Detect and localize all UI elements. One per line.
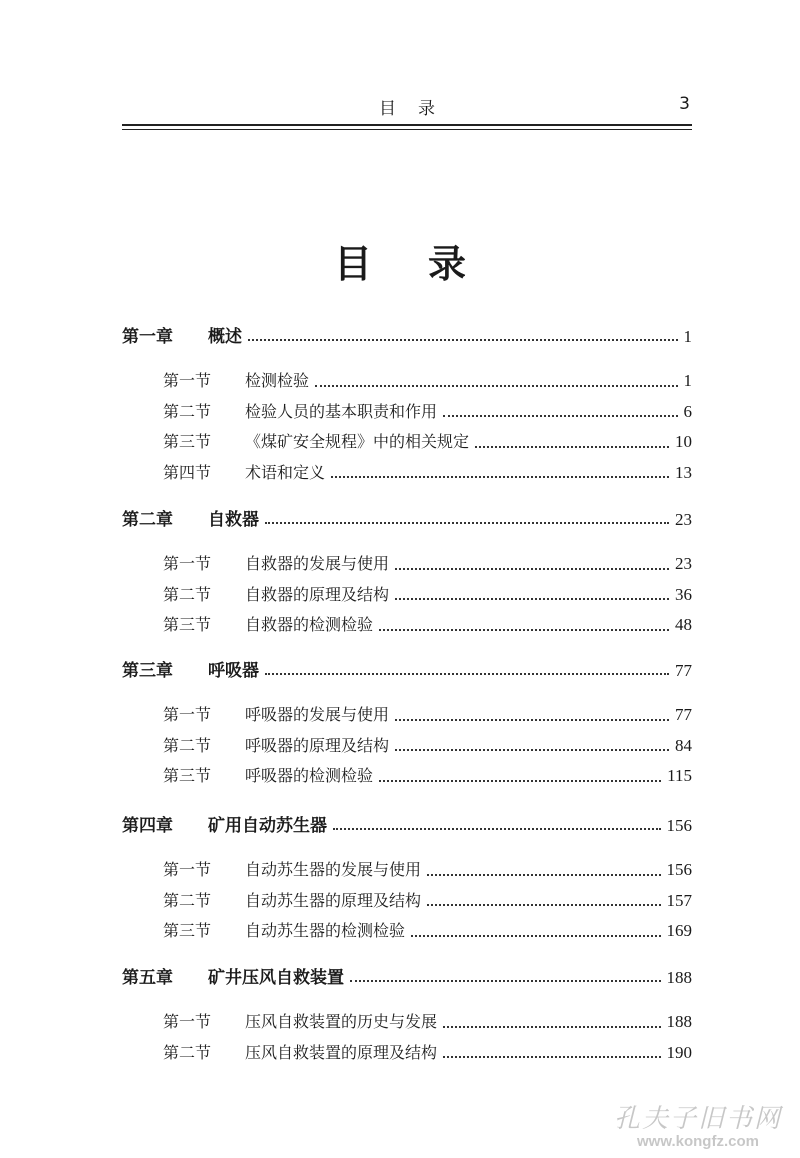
chapter-page-number: 1 — [683, 327, 692, 346]
section-number: 第三节 — [163, 921, 212, 940]
chapter-number: 第一章 — [122, 327, 173, 347]
running-head-title: 目录 — [379, 99, 457, 119]
dot-leader — [265, 672, 669, 675]
section-page-number: 6 — [683, 401, 692, 421]
section-page-number: 115 — [667, 766, 692, 785]
section-page-number: 156 — [666, 860, 692, 879]
dot-leader — [395, 597, 669, 600]
toc-section-row — [163, 763, 692, 787]
section-page-number: 23 — [675, 554, 692, 573]
watermark-url: www.kongfz.com — [637, 1133, 759, 1150]
chapter-number: 第五章 — [122, 968, 173, 988]
section-title: 呼吸器的原理及结构 — [245, 735, 390, 755]
chapter-title: 呼吸器 — [208, 661, 259, 681]
section-page-number: 77 — [675, 705, 692, 724]
section-title: 自动苏生器的原理及结构 — [245, 890, 422, 910]
toc-section-row — [163, 702, 692, 726]
section-page-number: 10 — [675, 432, 692, 451]
section-page-number: 13 — [675, 462, 692, 482]
toc-section-row — [163, 888, 692, 912]
dot-leader — [248, 338, 678, 341]
section-number: 第三节 — [163, 432, 212, 451]
section-page-number: 190 — [666, 1042, 692, 1062]
section-title: 自救器的检测检验 — [245, 615, 374, 634]
dot-leader — [395, 748, 669, 751]
section-page-number: 188 — [666, 1012, 692, 1031]
dot-leader — [265, 521, 669, 524]
chapter-title: 矿井压风自救装置 — [208, 968, 344, 988]
toc-section-row — [163, 612, 692, 636]
toc-chapter-row — [122, 963, 692, 987]
section-title: 压风自救装置的原理及结构 — [245, 1042, 438, 1062]
section-number: 第三节 — [163, 766, 212, 785]
section-page-number: 84 — [675, 735, 692, 755]
toc-section-row — [163, 429, 692, 453]
section-title: 《煤矿安全规程》中的相关规定 — [245, 432, 470, 451]
watermark-text: 孔夫子旧书网 — [613, 1104, 782, 1134]
dot-leader — [379, 779, 661, 782]
dot-leader — [395, 718, 669, 721]
chapter-page-number: 156 — [666, 816, 692, 835]
toc-section-row — [163, 1009, 692, 1033]
header-rule-thick — [122, 124, 692, 126]
section-number: 第一节 — [163, 371, 212, 390]
section-number: 第四节 — [163, 462, 212, 482]
toc-chapter-row — [122, 811, 692, 835]
header-rule-thin — [122, 129, 692, 130]
dot-leader — [315, 384, 677, 387]
page-title: 目录 — [333, 242, 522, 286]
toc-section-row — [163, 551, 692, 575]
dot-leader — [350, 979, 661, 982]
toc-section-row — [163, 733, 692, 757]
toc-section-row — [163, 399, 692, 423]
chapter-title: 自救器 — [208, 510, 259, 530]
section-number: 第一节 — [163, 1012, 212, 1031]
section-number: 第一节 — [163, 705, 212, 724]
toc-section-row — [163, 1040, 692, 1064]
watermark — [614, 1098, 782, 1150]
section-title: 压风自救装置的历史与发展 — [245, 1012, 438, 1031]
dot-leader — [331, 475, 669, 478]
section-number: 第二节 — [163, 735, 212, 755]
chapter-page-number: 23 — [675, 510, 692, 529]
section-title: 检验人员的基本职责和作用 — [245, 401, 438, 421]
dot-leader — [443, 414, 677, 417]
section-title: 呼吸器的检测检验 — [245, 766, 374, 785]
dot-leader — [379, 628, 669, 631]
section-title: 呼吸器的发展与使用 — [245, 705, 390, 724]
section-number: 第一节 — [163, 554, 212, 573]
section-title: 术语和定义 — [245, 462, 326, 482]
running-head-page-number: 3 — [679, 94, 690, 114]
section-number: 第三节 — [163, 615, 212, 634]
toc-section-row — [163, 460, 692, 484]
chapter-page-number: 188 — [666, 968, 692, 987]
dot-leader — [333, 827, 661, 830]
chapter-number: 第三章 — [122, 661, 173, 681]
chapter-number: 第二章 — [122, 510, 173, 530]
chapter-title: 概述 — [208, 327, 242, 347]
toc-section-row — [163, 368, 692, 392]
toc-chapter-row — [122, 656, 692, 680]
dot-leader — [427, 873, 660, 876]
toc-section-row — [163, 857, 692, 881]
running-head — [122, 92, 692, 120]
section-title: 自救器的发展与使用 — [245, 554, 390, 573]
section-title: 自动苏生器的检测检验 — [245, 921, 406, 940]
toc-section-row — [163, 582, 692, 606]
section-number: 第二节 — [163, 401, 212, 421]
chapter-page-number: 77 — [675, 661, 692, 680]
section-page-number: 157 — [666, 890, 692, 910]
section-number: 第一节 — [163, 860, 212, 879]
section-page-number: 169 — [666, 921, 692, 940]
section-number: 第二节 — [163, 1042, 212, 1062]
toc-section-row — [163, 918, 692, 942]
section-title: 自动苏生器的发展与使用 — [245, 860, 422, 879]
chapter-number: 第四章 — [122, 816, 173, 836]
section-number: 第二节 — [163, 584, 212, 604]
section-page-number: 1 — [683, 371, 692, 390]
section-number: 第二节 — [163, 890, 212, 910]
toc-chapter-row — [122, 322, 692, 346]
dot-leader — [443, 1055, 660, 1058]
section-page-number: 36 — [675, 584, 692, 604]
dot-leader — [443, 1025, 660, 1028]
chapter-title: 矿用自动苏生器 — [208, 816, 327, 836]
toc-chapter-row — [122, 505, 692, 529]
section-title: 自救器的原理及结构 — [245, 584, 390, 604]
dot-leader — [427, 903, 660, 906]
section-title: 检测检验 — [245, 371, 310, 390]
section-page-number: 48 — [675, 615, 692, 634]
dot-leader — [475, 445, 669, 448]
dot-leader — [395, 567, 669, 570]
dot-leader — [411, 934, 660, 937]
